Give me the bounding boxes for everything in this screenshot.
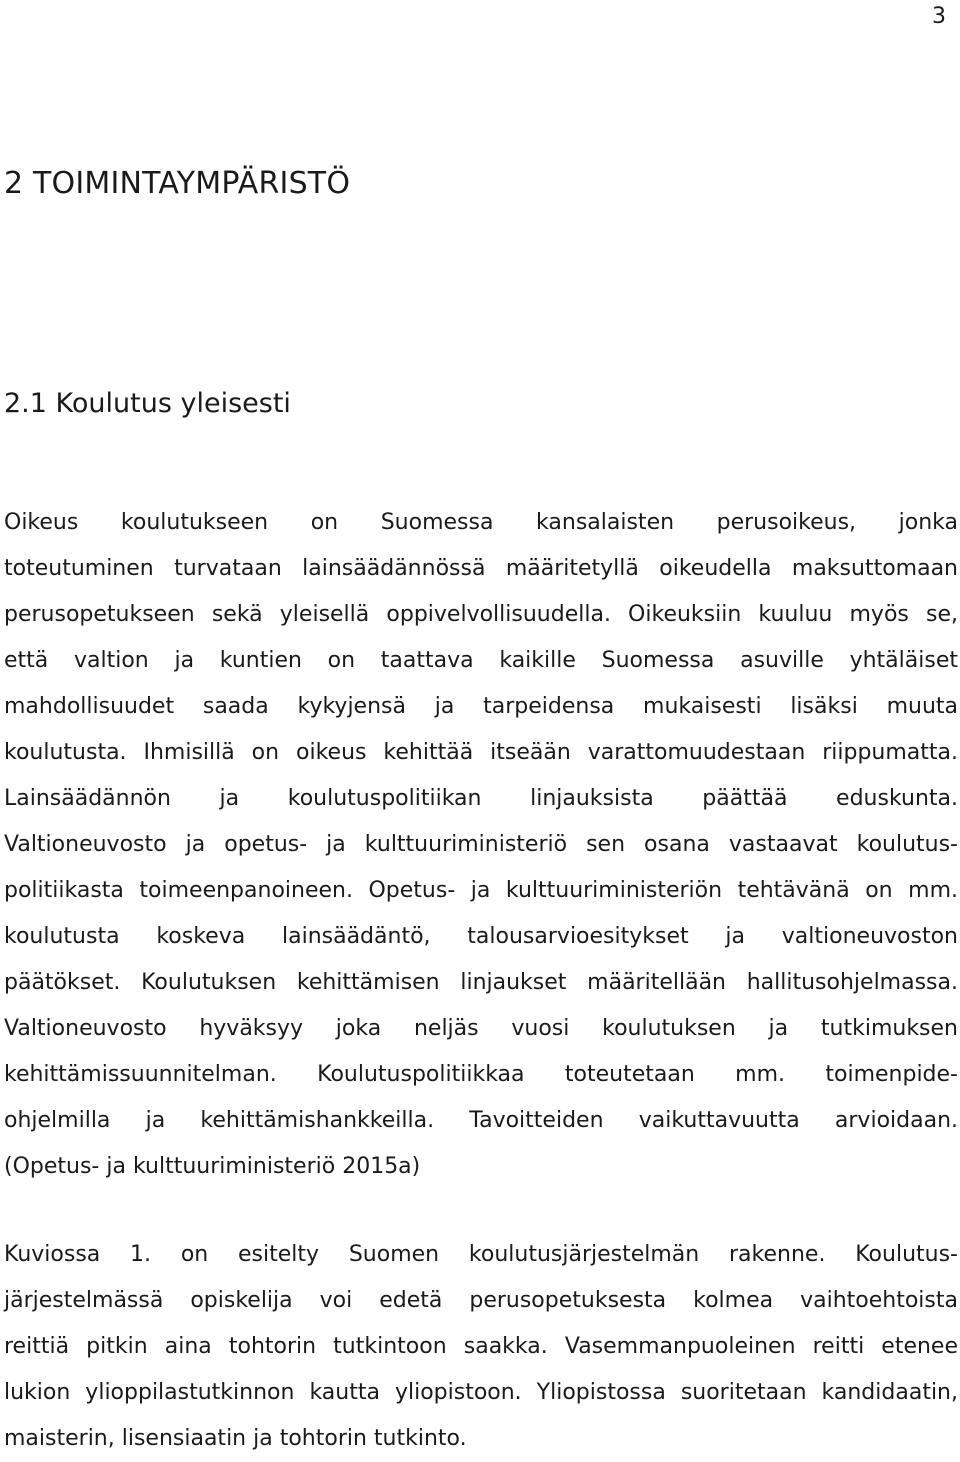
paragraph-line: että valtion ja kuntien on taattava kaikille Suomessa asuville yhtäläiset	[4, 648, 958, 673]
paragraph-line: perusopetukseen sekä yleisellä oppivelvollisuudella. Oikeuksiin kuuluu myös se,	[4, 602, 958, 627]
paragraph-line: ohjelmilla ja kehittämishankkeilla. Tavoitteiden vaikuttavuutta arvioidaan.	[4, 1108, 958, 1133]
paragraph-line: politiikasta toimeenpanoineen. Opetus- ja kulttuuriministeriön tehtävänä on mm.	[4, 878, 958, 903]
paragraph-line: Lainsäädännön ja koulutuspolitiikan linjauksista päättää eduskunta.	[4, 786, 958, 811]
paragraph-line: mahdollisuudet saada kykyjensä ja tarpeidensa mukaisesti lisäksi muuta	[4, 694, 958, 719]
paragraph-line: kehittämissuunnitelman. Koulutuspolitiikkaa toteutetaan mm. toimenpide-	[4, 1062, 958, 1087]
paragraph-education-general	[4, 500, 958, 1190]
section-title: 2.1 Koulutus yleisesti	[4, 388, 291, 419]
paragraph-line: reittiä pitkin aina tohtorin tutkintoon saakka. Vasemmanpuoleinen reitti etenee	[4, 1334, 958, 1359]
paragraph-line: (Opetus- ja kulttuuriministeriö 2015a)	[4, 1154, 421, 1179]
paragraph-education-system	[4, 1232, 958, 1462]
paragraph-line: koulutusta. Ihmisillä on oikeus kehittää itseään varattomuudestaan riippumatta.	[4, 740, 958, 765]
paragraph-line: lukion ylioppilastutkinnon kautta yliopistoon. Yliopistossa suoritetaan kandidaatin,	[4, 1380, 958, 1405]
paragraph-line: Oikeus koulutukseen on Suomessa kansalaisten perusoikeus, jonka	[4, 510, 958, 535]
chapter-title: 2 TOIMINTAYMPÄRISTÖ	[4, 166, 351, 201]
page-number: 3	[932, 4, 946, 29]
paragraph-line: koulutusta koskeva lainsäädäntö, talousarvioesitykset ja valtioneuvoston	[4, 924, 958, 949]
paragraph-line: Valtioneuvosto hyväksyy joka neljäs vuosi koulutuksen ja tutkimuksen	[4, 1016, 958, 1041]
paragraph-line: Kuviossa 1. on esitelty Suomen koulutusjärjestelmän rakenne. Koulutus-	[4, 1242, 958, 1267]
paragraph-line: päätökset. Koulutuksen kehittämisen linjaukset määritellään hallitusohjelmassa.	[4, 970, 958, 995]
paragraph-line: Valtioneuvosto ja opetus- ja kulttuuriministeriö sen osana vastaavat koulutus-	[4, 832, 958, 857]
paragraph-line: järjestelmässä opiskelija voi edetä perusopetuksesta kolmea vaihtoehtoista	[4, 1288, 958, 1313]
paragraph-line: maisterin, lisensiaatin ja tohtorin tutkinto.	[4, 1426, 467, 1451]
paragraph-line: toteutuminen turvataan lainsäädännössä määritetyllä oikeudella maksuttomaan	[4, 556, 958, 581]
